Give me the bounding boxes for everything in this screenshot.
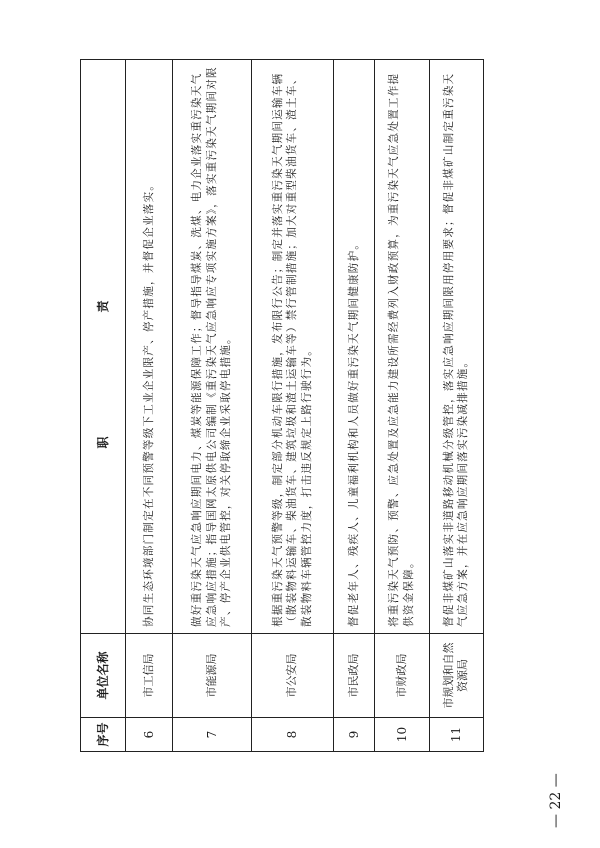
row-duty: 督促非煤矿山落实非道路移动机械分级管控，落实应急响应期间限用停用要求；督促非煤矿山制定重污染天气应急方案，并在应急响应期间落实污染减排措施。 <box>429 60 483 634</box>
row-unit: 市民政局 <box>334 634 375 718</box>
row-duty: 根据重污染天气预警等级，制定部分机动车限行措施，发布限行公告；制定并落实重污染天气期间运输车辆（散装物料运输车、柴油货车、建筑垃圾和渣土运输车等）禁行管制措施；加大对重型柴油货车、渣土车、散装物料车辆管控力度，打击违反规定上路行驶行为。 <box>251 60 334 634</box>
row-index: 7 <box>173 718 251 752</box>
row-unit: 市能源局 <box>173 634 251 718</box>
header-unit: 单位名称 <box>81 634 126 718</box>
page-number: — 22 — <box>548 773 564 828</box>
table-header-row <box>81 60 126 752</box>
row-unit: 市工信局 <box>125 634 173 718</box>
table-row <box>125 60 173 752</box>
header-index: 序号 <box>81 718 126 752</box>
row-index: 11 <box>429 718 483 752</box>
row-duty: 将重污染天气预防、预警、应急处置及应急能力建设所需经费列入财政预算，为重污染天气应急处置工作提供资金保障。 <box>375 60 429 634</box>
row-duty: 协同生态环境部门制定在不同预警等级下工业企业限产、停产措施，并督促企业落实。 <box>125 60 173 634</box>
row-index: 9 <box>334 718 375 752</box>
duty-table <box>80 59 484 752</box>
row-duty: 做好重污染天气应急响应期间电力、煤炭等能源保障工作；督导指导煤炭、洗煤、电力企业落实重污染天气应急响应措施；指导国网太原供电公司编制《重污染天气应急响应专项实施方案》，落实重污染天气期间对限产、停产企业供电管控，对关停取缔企业采取停电措施。 <box>173 60 251 634</box>
header-duty: 职 责 <box>81 60 126 634</box>
row-unit: 市公安局 <box>251 634 334 718</box>
row-unit: 市财政局 <box>375 634 429 718</box>
table-row <box>173 60 251 752</box>
table-row <box>429 60 483 752</box>
table-row <box>334 60 375 752</box>
table-row <box>375 60 429 752</box>
row-unit: 市规划和自然资源局 <box>429 634 483 718</box>
row-index: 6 <box>125 718 173 752</box>
row-index: 8 <box>251 718 334 752</box>
table-row <box>251 60 334 752</box>
row-index: 10 <box>375 718 429 752</box>
row-duty: 督促老年人、残疾人、儿童福利机构和人员做好重污染天气期间健康防护。 <box>334 60 375 634</box>
